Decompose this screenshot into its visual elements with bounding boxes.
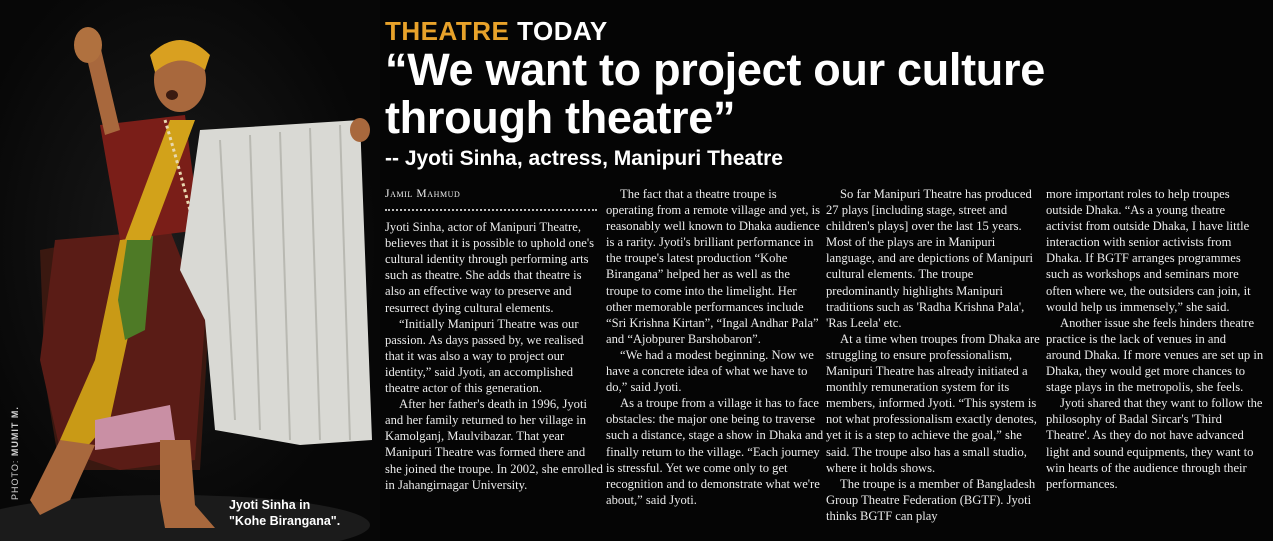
paragraph: So far Manipuri Theatre has produced 27 plays [including stage, street and children's plays] over the last 15 years. Most of the plays are in Manipuri language, and are depictions of Manipuri cultural elements. The troupe predominantly highlights Manipuri traditions such as 'Radha Krishna Pala', 'Ras Leela' etc. xyxy=(826,187,1034,330)
caption-line-1: Jyoti Sinha in xyxy=(229,498,311,512)
paragraph: The troupe is a member of Bangladesh Group Theatre Federation (BGTF). Jyoti thinks BGTF can play xyxy=(826,476,1036,523)
paragraph: Jyoti Sinha, actor of Manipuri Theatre, believes that it is possible to uphold one's cultural identity through performing arts such as theatre. She adds that theatre is also an effective way to preserve and resurrect dying cultural elements. xyxy=(385,220,594,315)
article-column-1 xyxy=(385,186,603,493)
article-column-4 xyxy=(1046,186,1264,492)
photo-caption xyxy=(229,497,379,529)
performer-illustration xyxy=(0,0,380,541)
paragraph: more important roles to help troupes outside Dhaka. “As a young theatre activist from outside Dhaka, I have little interaction with senior activists from Dhaka. If BGTF arranges programmes such as workshops and seminars more often where we, the outsiders can join, it would help us immensely,” she said. xyxy=(1046,187,1251,314)
mouth xyxy=(166,90,178,100)
headline-line-2: through theatre” xyxy=(385,92,736,143)
holding-hand xyxy=(350,118,370,142)
paragraph: Jyoti shared that they want to follow the philosophy of Badal Sircar's 'Third Theatre'. As they do not have advanced light and sound equipments, they want to win hearts of the audience through their performances. xyxy=(1046,396,1263,491)
paragraph: Another issue she feels hinders theatre practice is the lack of venues in and around Dhaka. If more venues are set up in Dhaka, they would get more chances to stage plays in the metropolis, she feels. xyxy=(1046,315,1264,395)
paragraph: At a time when troupes from Dhaka are struggling to ensure professionalism, Manipuri Theatre has already initiated a monthly remuneration system for its members, informed Jyoti. “This system is not what professionalism exactly denotes, yet it is a step to achieve the goal,” she said. The troupe also has a small studio, where it holds shows. xyxy=(826,331,1040,475)
credit-prefix: PHOTO: xyxy=(10,459,20,500)
paragraph: “Initially Manipuri Theatre was our passion. As days passed by, we realised that it was also a way to project our identity,” said Jyoti, an accomplished theatre actor of this generation. xyxy=(385,316,584,396)
byline-divider xyxy=(385,209,597,211)
headline xyxy=(385,46,1265,142)
headline-line-1: “We want to project our culture xyxy=(385,44,1045,95)
kicker-theatre: THEATRE xyxy=(385,16,510,46)
white-cloth xyxy=(180,120,372,445)
photo-credit xyxy=(10,400,24,500)
caption-line-2: "Kohe Birangana". xyxy=(229,514,341,528)
section-kicker xyxy=(385,16,608,47)
paragraph: After her father's death in 1996, Jyoti and her family returned to her village in Kamolganj, Maulvibazar. That year Manipuri Theatre was formed there and she joined the troupe. In 2002, she enrolled in Jahangirnagar University. xyxy=(385,397,603,492)
kicker-today: TODAY xyxy=(517,16,608,46)
subhead: -- Jyoti Sinha, actress, Manipuri Theatre xyxy=(385,147,783,170)
paragraph: “We had a modest beginning. Now we have a concrete idea of what we have to do,” said Jyoti. xyxy=(606,347,814,395)
raised-hand xyxy=(74,27,102,63)
article-column-2 xyxy=(606,186,824,508)
article-photo xyxy=(0,0,380,541)
byline: Jamil Mahmud xyxy=(385,188,461,200)
paragraph: The fact that a theatre troupe is operating from a remote village and yet, is reasonably well known to Dhaka audience is a rarity. Jyoti's brilliant performance in the troupe's latest production “Kohe Birangana” helped her as well as the troupe to come into the limelight. Her other memorable performances include “Sri Krishna Kirtan”, “Ingal Andhar Pala” and “Ajobpurer Barshobaron”. xyxy=(606,187,821,346)
article-column-3 xyxy=(826,186,1044,524)
credit-name: MUMIT M. xyxy=(10,406,20,457)
paragraph: As a troupe from a village it has to face obstacles: the major one being to traverse such a distance, stage a show in Dhaka and finally return to the village. “Each journey is stressful. Yet we come only to get recognition and to demonstrate what we're about,” said Jyoti. xyxy=(606,396,824,507)
